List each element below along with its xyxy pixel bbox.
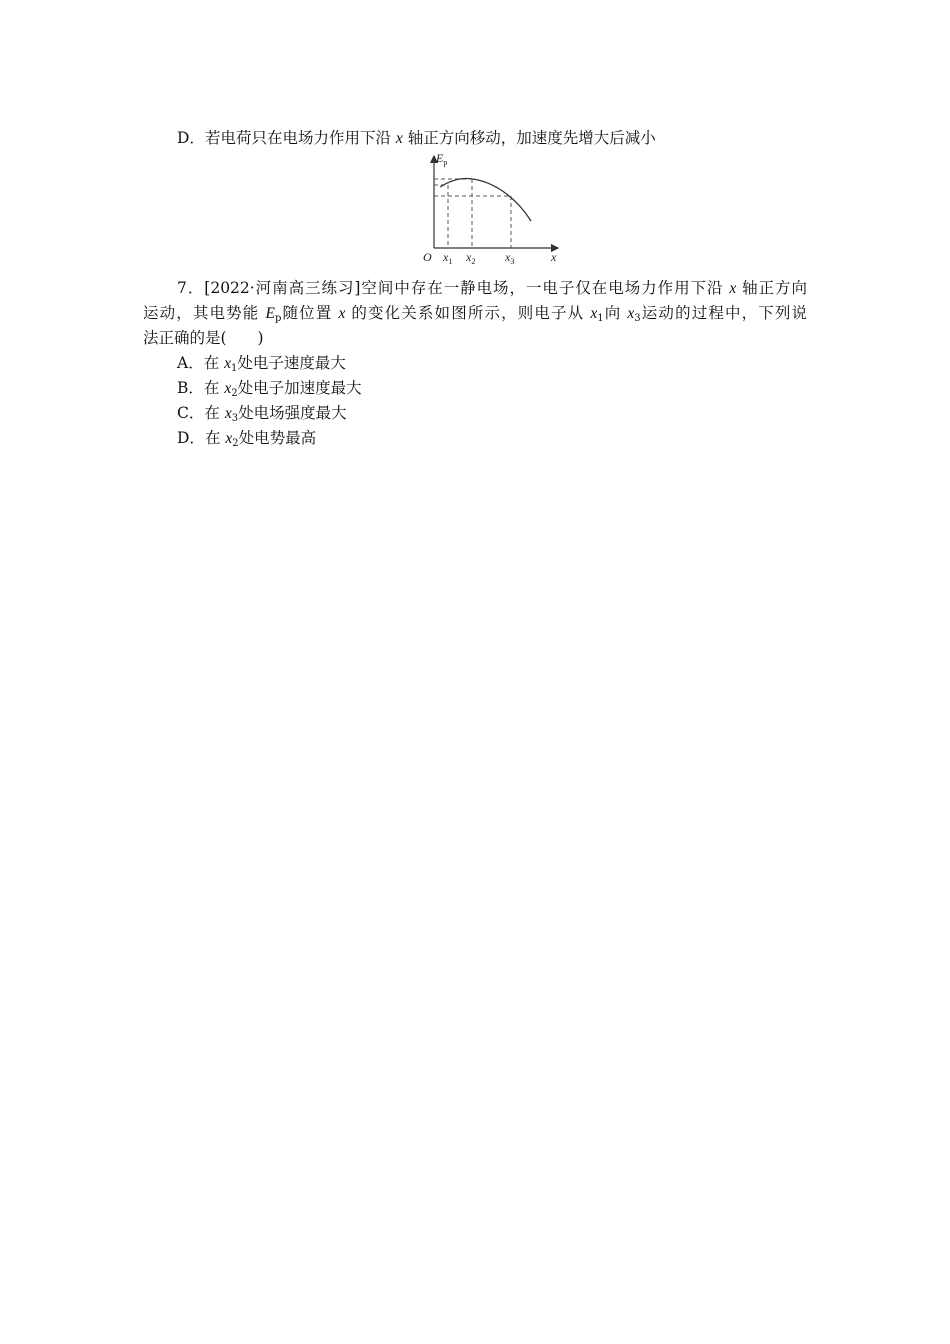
option-a[interactable]: A．在 $x_1$处电子速度最大	[177, 354, 346, 374]
prev-option-d: D．若电荷只在电场力作用下沿 x 轴正方向移动，加速度先增大后减小	[177, 129, 656, 147]
question-line-1: 7．[2022·河南高三练习]空间中存在一静电场，一电子仅在电场力作用下沿 x 轴正方向	[177, 279, 807, 297]
option-d[interactable]: D．在 $x_2$处电势最高	[177, 429, 317, 449]
option-c[interactable]: C．在 $x_3$处电场强度最大	[177, 404, 347, 424]
question-line-2: 运动，其电势能 $E_p$随位置 x 的变化关系如图所示，则电子从 $x_1$向 $x_3$运动的过程中，下列说	[143, 304, 807, 324]
tick-x1: $x_1$	[443, 250, 453, 265]
origin-label: O	[423, 250, 432, 264]
tick-x3: $x_3$	[505, 250, 515, 265]
y-axis-label: $E_p$	[436, 151, 448, 167]
x-axis-label: x	[551, 250, 557, 264]
ep-curve	[440, 179, 531, 221]
tick-x2: $x_2$	[466, 250, 476, 265]
question-line-3: 法正确的是( )	[143, 329, 264, 347]
option-b[interactable]: B．在 $x_2$处电子加速度最大	[177, 379, 362, 399]
ep-x-graph	[418, 150, 568, 265]
